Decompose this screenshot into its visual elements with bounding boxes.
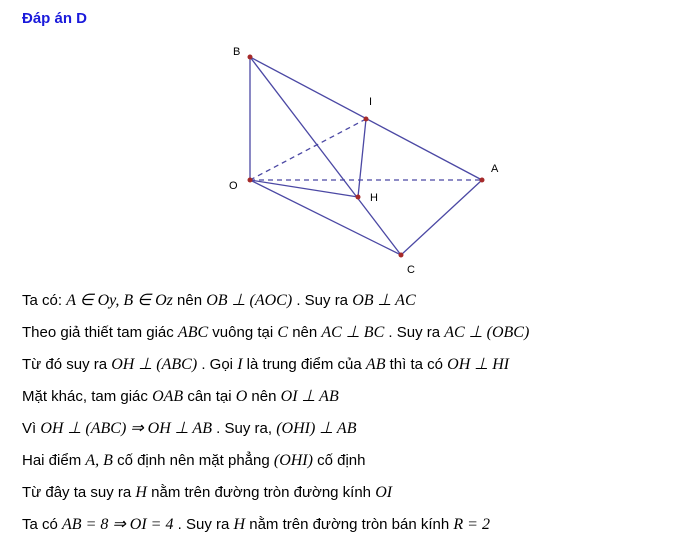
solution-line-1 [22,291,416,311]
answer-title: Đáp án D [22,10,88,27]
solution-text: . Suy ra [173,516,234,533]
math-expression: (OHI) ⊥ AB [276,420,357,437]
math-expression: OB ⊥ (AOC) [206,292,293,309]
solution-text: nên [288,324,322,341]
math-expression: OI ⊥ AB [280,388,339,405]
point-C [399,253,404,258]
solution-text: vuông tại [208,324,278,341]
solution-text: Mặt khác, tam giác [22,388,153,405]
label-C: C [407,264,415,276]
solution-line-2 [22,323,529,343]
solution-text: . Gọi [197,356,238,373]
solution-text: Từ đây ta suy ra [22,484,136,501]
solution-text: thì ta có [385,356,448,373]
solution-text: nằm trên đường tròn bán kính [245,516,454,533]
math-expression: OH ⊥ (ABC) [111,356,198,373]
math-expression: AC ⊥ BC [321,324,385,341]
solution-text: cân tại [183,388,236,405]
point-A [480,178,485,183]
solution-line-7 [22,483,392,503]
solution-text: nằm trên đường tròn đường kính [146,484,376,501]
solution-text: . Suy ra [384,324,445,341]
math-expression: H [135,484,147,501]
math-expression: (OHI) [273,452,313,469]
math-expression: OH ⊥ HI [447,356,510,373]
solution-text: nên [172,292,207,309]
label-O: O [229,180,238,192]
math-expression: R = 2 [453,516,490,533]
math-expression: A, B [85,452,113,469]
math-expression: I [237,356,243,373]
math-expression: ABC [177,324,209,341]
solution-text: cố định nên mặt phẳng [112,452,274,469]
solution-text: là trung điểm của [242,356,366,373]
math-expression: OI [375,484,393,501]
label-I: I [369,96,373,108]
math-expression: OB ⊥ AC [352,292,416,309]
math-expression: AB = 8 ⇒ OI = 4 [62,516,174,533]
math-expression: AC ⊥ (OBC) [444,324,530,341]
segment-BC [250,57,401,255]
math-expression: A ∈ Oy, B ∈ Oz [66,292,173,309]
point-I [364,117,369,122]
solution-line-3 [22,355,509,375]
math-expression: H [233,516,246,533]
solution-text: Ta có: [22,292,67,309]
point-H [356,195,361,200]
math-expression: AB [365,356,386,373]
solution-text: Từ đó suy ra [22,356,112,373]
solution-text: cố định [312,452,366,469]
segment-HI [358,119,366,197]
segment-OI-dashed [250,119,366,180]
solution-text: nên [247,388,281,405]
label-B: B [233,46,241,58]
math-expression: OH ⊥ (ABC) ⇒ OH ⊥ AB [40,420,212,437]
solution-line-8 [22,515,490,535]
math-expression: C [277,324,289,341]
solution-text: Theo giả thiết tam giác [22,324,178,341]
point-B [248,55,253,60]
solution-text: . Suy ra, [211,420,277,437]
solution-text: . Suy ra [292,292,353,309]
segment-CA [401,180,482,255]
label-H: H [370,192,378,204]
math-expression: OAB [152,388,184,405]
solution-line-4 [22,387,339,407]
solution-line-5 [22,419,356,439]
solution-text: Hai điểm [22,452,86,469]
math-expression: O [235,388,248,405]
solution-text: Vì [22,420,41,437]
solution-text: Ta có [22,516,63,533]
label-A: A [491,163,499,175]
point-O [248,178,253,183]
solution-line-6 [22,451,366,471]
